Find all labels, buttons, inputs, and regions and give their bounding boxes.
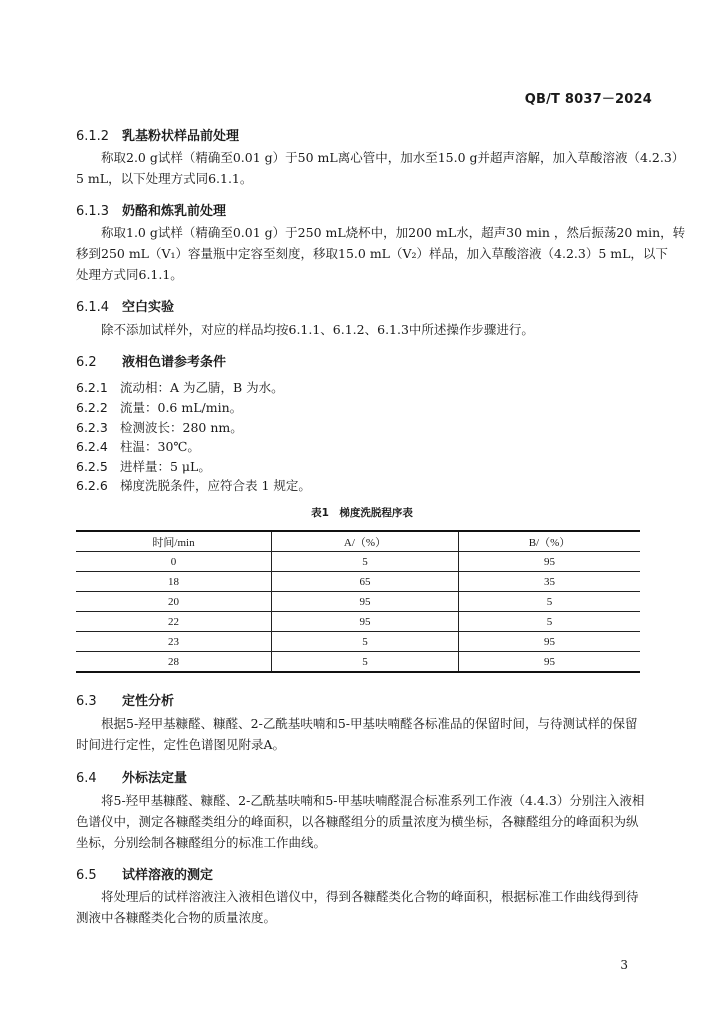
paragraph-line: 称取2.0 g试样（精确至0.01 g）于50 mL离心管中，加水至15.0 g并超声溶解，加入草酸溶液（4.2.3）	[101, 150, 685, 165]
section-title: 定性分析	[122, 694, 175, 709]
section-title: 空白实验	[122, 300, 175, 315]
section-6-1-4-heading	[76, 296, 174, 315]
cell-b: 95	[459, 552, 641, 572]
header-time: 时间/min	[76, 531, 272, 552]
section-title: 试样溶液的测定	[122, 868, 214, 883]
section-6-5-heading	[76, 864, 213, 883]
item-text: 梯度洗脱条件，应符合表 1 规定。	[120, 478, 311, 493]
page-number: 3	[620, 958, 628, 972]
section-6-3-heading	[76, 690, 174, 709]
item-number: 6.2.5	[76, 459, 108, 474]
table-row	[76, 632, 640, 652]
cell-b: 95	[459, 652, 641, 673]
cell-b: 5	[459, 612, 641, 632]
condition-item	[76, 476, 311, 494]
cell-a: 5	[272, 652, 459, 673]
cell-time: 22	[76, 612, 272, 632]
section-title: 外标法定量	[122, 771, 188, 786]
condition-item	[76, 398, 242, 416]
header-a: A/（%）	[272, 531, 459, 552]
section-number: 6.1.2	[76, 129, 110, 144]
cell-a: 95	[272, 612, 459, 632]
item-number: 6.2.1	[76, 380, 108, 395]
table-row	[76, 552, 640, 572]
section-number: 6.2	[76, 355, 97, 370]
header-b: B/（%）	[459, 531, 641, 552]
section-title: 乳基粉状样品前处理	[122, 129, 240, 144]
condition-item	[76, 418, 243, 436]
cell-time: 18	[76, 572, 272, 592]
cell-time: 23	[76, 632, 272, 652]
paragraph-line: 处理方式同6.1.1。	[76, 267, 183, 282]
item-text: 柱温：30℃。	[120, 439, 200, 454]
cell-a: 65	[272, 572, 459, 592]
condition-item	[76, 457, 211, 475]
item-text: 流动相：A 为乙腈，B 为水。	[120, 380, 284, 395]
table-header-row	[76, 531, 640, 552]
cell-b: 5	[459, 592, 641, 612]
paragraph-line: 将处理后的试样溶液注入液相色谱仪中，得到各糠醛类化合物的峰面积，根据标准工作曲线得到待	[101, 889, 639, 904]
cell-a: 95	[272, 592, 459, 612]
item-number: 6.2.3	[76, 420, 108, 435]
table-caption: 表1 梯度洗脱程序表	[311, 507, 413, 519]
item-text: 进样量：5 μL。	[120, 459, 211, 474]
section-6-1-2-heading	[76, 125, 239, 144]
cell-b: 35	[459, 572, 641, 592]
paragraph-line: 将5-羟甲基糠醛、糠醛、2-乙酰基呋喃和5-甲基呋喃醛混合标准系列工作液（4.4.3）分别注入液相	[101, 793, 645, 808]
paragraph-line: 根据5-羟甲基糠醛、糠醛、2-乙酰基呋喃和5-甲基呋喃醛各标准品的保留时间，与待测试样的保留	[101, 716, 638, 731]
cell-time: 0	[76, 552, 272, 572]
paragraph-line: 测液中各糠醛类化合物的质量浓度。	[76, 910, 277, 925]
section-number: 6.5	[76, 868, 97, 883]
section-6-4-heading	[76, 767, 187, 786]
section-6-2-heading	[76, 351, 226, 370]
section-6-1-3-heading	[76, 200, 226, 219]
table-row	[76, 572, 640, 592]
item-number: 6.2.4	[76, 439, 108, 454]
paragraph-line: 移到250 mL（V₁）容量瓶中定容至刻度，移取15.0 mL（V₂）样品，加入草酸溶液（4.2.3）5 mL，以下	[76, 246, 668, 261]
cell-time: 28	[76, 652, 272, 673]
table-row	[76, 592, 640, 612]
paragraph-line: 5 mL，以下处理方式同6.1.1。	[76, 171, 253, 186]
item-text: 检测波长：280 nm。	[120, 420, 243, 435]
cell-time: 20	[76, 592, 272, 612]
section-title: 奶酪和炼乳前处理	[122, 204, 227, 219]
section-number: 6.3	[76, 694, 97, 709]
section-number: 6.4	[76, 771, 97, 786]
cell-a: 5	[272, 552, 459, 572]
cell-b: 95	[459, 632, 641, 652]
cell-a: 5	[272, 632, 459, 652]
paragraph-line: 称取1.0 g试样（精确至0.01 g）于250 mL烧杯中，加200 mL水，超声30 min ，然后振荡20 min，转	[101, 225, 686, 240]
standard-code: QB/T 8037－2024	[524, 92, 652, 107]
paragraph-line: 除不添加试样外，对应的样品均按6.1.1、6.1.2、6.1.3中所述操作步骤进行。	[101, 322, 534, 337]
section-title: 液相色谱参考条件	[122, 355, 227, 370]
condition-item	[76, 378, 284, 396]
item-text: 流量：0.6 mL/min。	[120, 400, 243, 415]
condition-item	[76, 437, 200, 455]
section-number: 6.1.4	[76, 300, 110, 315]
item-number: 6.2.2	[76, 400, 108, 415]
table-row	[76, 652, 640, 673]
gradient-table	[76, 530, 640, 673]
section-number: 6.1.3	[76, 204, 110, 219]
table-row	[76, 612, 640, 632]
item-number: 6.2.6	[76, 478, 108, 493]
paragraph-line: 坐标，分别绘制各糠醛组分的标准工作曲线。	[76, 835, 327, 850]
paragraph-line: 色谱仪中，测定各糠醛类组分的峰面积，以各糠醛组分的质量浓度为横坐标，各糠醛组分的峰面积为纵	[76, 814, 639, 829]
paragraph-line: 时间进行定性，定性色谱图见附录A。	[76, 737, 286, 752]
